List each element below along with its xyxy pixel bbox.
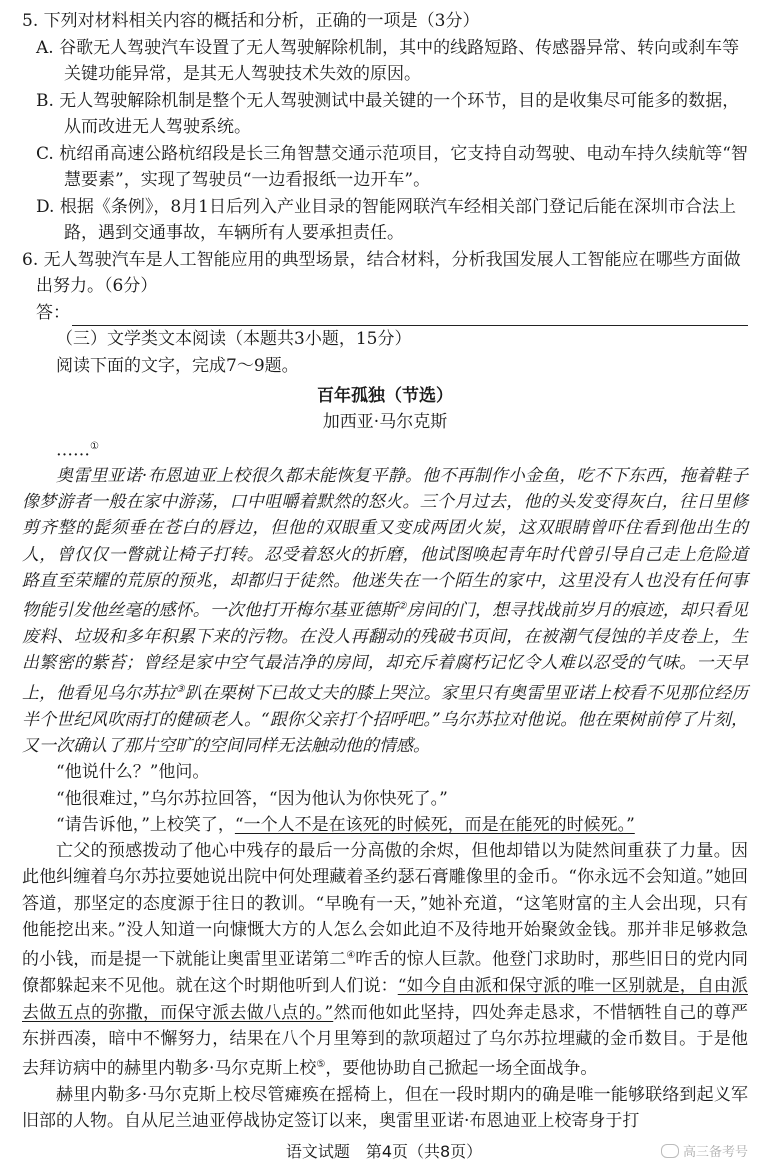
passage-author: 加西亚·马尔克斯 xyxy=(322,412,448,432)
passage-ellipsis xyxy=(56,435,748,463)
passage-paragraph-3: “他很难过，”乌尔苏拉回答，“因为他认为你快死了。” xyxy=(56,788,448,809)
paragraph-4-text: “请告诉他，”上校笑了， xyxy=(56,814,235,835)
passage-paragraph-6: 赫里内勒多·马尔克斯上校尽管瘫痪在摇椅上，但在一段时期内的确是唯一能够联络到起义军旧部的人物。自从尼兰迪亚停战协定签订以来，奥雷里亚诺·布恩迪亚上校寄身于打 xyxy=(22,1085,748,1132)
paragraph-5-text-d: ，要他协助自己掀起一场全面战争。 xyxy=(325,1058,598,1079)
paragraph-1-text-c: 趴在栗树下已故丈夫的膝上哭泣。家里只有奥雷里亚诺上校看不见那位经历半个世纪风吹雨打的健硕老人。“跟你父亲打个招呼吧。”乌尔苏拉对他说。他在栗树前停了片刻，又一次确认了那片空旷的空间同样无法触动他的情感。 xyxy=(22,683,749,756)
paragraph-1-text-b: 房间的门，想寻找战前岁月的痕迹，却只看见废料、垃圾和多年积累下来的污物。在没人再翻动的残破书页间，在被潮气侵蚀的羊皮卷上，生出繁密的紫苔；曾经是家中空气最洁净的房间，却充斥着腐朽记忆令人难以忍受的气味。一天早上，他看见乌尔苏拉 xyxy=(22,600,749,704)
paragraph-5-text-c: 然而他如此坚持，四处奔走恳求，不惜牺牲自己的尊严东拼西凑，暗中不懈努力，结果在八个月里筹到的款项超过了乌尔苏拉埋藏的金币数目。于是他去拜访病中的赫里内勒多·马尔克斯上校 xyxy=(22,1002,748,1079)
paragraph-5-text-a: 亡父的预感拨动了他心中残存的最后一分高傲的余烬，但他却错以为陡然间重获了力量。因此他纠缠着乌尔苏拉要她说出院中何处理藏着圣约瑟石膏雕像里的金币。“你永远不会知道。”她回答道，那坚定的态度源于往日的教训。“早晚有一天，”她补充道，“这笔财富的主人会出现，只有他能挖出来。”没人知道一向慷慨大方的人怎么会如此迫不及待地开始聚敛金钱。那并非足够救急的小钱，而是提一下就能让奥雷里亚诺第二 xyxy=(22,841,748,970)
paragraph-1-text-a: 奥雷里亚诺·布恩迪亚上校很久都未能恢复平静。他不再制作小金鱼，吃不下东西，拖着鞋子像梦游者一般在家中游荡，口中咀嚼着默然的怒火。三个月过去，他的头发变得灰白，往日里修剪齐整的髭须垂在苍白的唇边，但他的双眼重又变成两团火炭，这双眼睛曾吓住看到他出生的人，曾仅仅一瞥就让椅子打转。忍受着怒火的折磨，他试图唤起青年时代曾引导自己走上危险道路直至荣耀的荒原的预兆，却都归于徒然。他迷失在一个陌生的家中，这里没有人也没有任何事物能引发他丝毫的感怀。一次他打开梅尔基亚德斯 xyxy=(22,465,748,621)
passage-paragraph-5 xyxy=(22,838,748,1082)
passage-paragraph-2: “他说什么？”他问。 xyxy=(56,762,210,783)
paragraph-5-text-b: 咋舌的惊人巨款。他登门求助时，那些旧日的党内同僚都躲起来不见他。就在这个时期他听到人们说： xyxy=(22,949,749,997)
passage-paragraph-4 xyxy=(22,812,748,838)
wechat-icon xyxy=(661,1144,679,1158)
footnote-marker-1: ① xyxy=(90,441,99,452)
question-5-option-c: C. 杭绍甬高速公路杭绍段是长三角智慧交通示范项目，它支持自动驾驶、电动车持久续航等“智慧要素”，实现了驾驶员“一边看报纸一边开车”。 xyxy=(36,143,748,190)
passage-title: 百年孤独（节选） xyxy=(317,386,453,406)
section-heading: （三）文学类文本阅读（本题共3小题，15分） xyxy=(56,329,412,349)
answer-area xyxy=(36,300,748,327)
question-6-stem: 6. 无人驾驶汽车是人工智能应用的典型场景，结合材料，分析我国发展人工智能应在哪些方面做出努力。（6分） xyxy=(22,249,741,296)
question-5-option-b: B. 无人驾驶解除机制是整个无人驾驶测试中最关键的一个环节，目的是收集尽可能多的数据，从而改进无人驾驶系统。 xyxy=(36,90,740,137)
footnote-marker-4: ④ xyxy=(346,950,356,962)
section-instruction: 阅读下面的文字，完成7～9题。 xyxy=(56,355,299,376)
underlined-quote-1: “一个人不是在该死的时候死，而是在能死的时候死。” xyxy=(234,814,635,835)
watermark xyxy=(661,1141,748,1160)
answer-label: 答： xyxy=(36,302,70,323)
ellipsis-text: …… xyxy=(56,440,90,461)
question-5-option-a: A. 谷歌无人驾驶汽车设置了无人驾驶解除机制，其中的线路短路、传感器异常、转向或刹车等关键功能异常，是其无人驾驶技术失效的原因。 xyxy=(36,37,740,84)
watermark-text: 高三备考号 xyxy=(682,1145,748,1160)
page-footer: 语文试题 第4页（共8页） xyxy=(285,1142,483,1161)
question-5-stem: 5. 下列对材料相关内容的概括和分析，正确的一项是（3分） xyxy=(22,11,480,31)
footnote-marker-3: ③ xyxy=(175,683,185,695)
passage-paragraph-1 xyxy=(22,463,748,760)
footnote-marker-2: ② xyxy=(397,601,407,613)
question-5-option-d: D. 根据《条例》，8月1日后列入产业目录的智能网联汽车经相关部门登记后能在深圳市合法上路，遇到交通事故，车辆所有人要承担责任。 xyxy=(36,196,736,243)
underlined-quote-2: “如今自由派和保守派的唯一区别就是，自由派去做五点的弥撒，而保守派去做八点的。” xyxy=(22,976,748,1023)
footnote-marker-5: ⑤ xyxy=(316,1059,326,1071)
answer-line xyxy=(72,307,748,326)
